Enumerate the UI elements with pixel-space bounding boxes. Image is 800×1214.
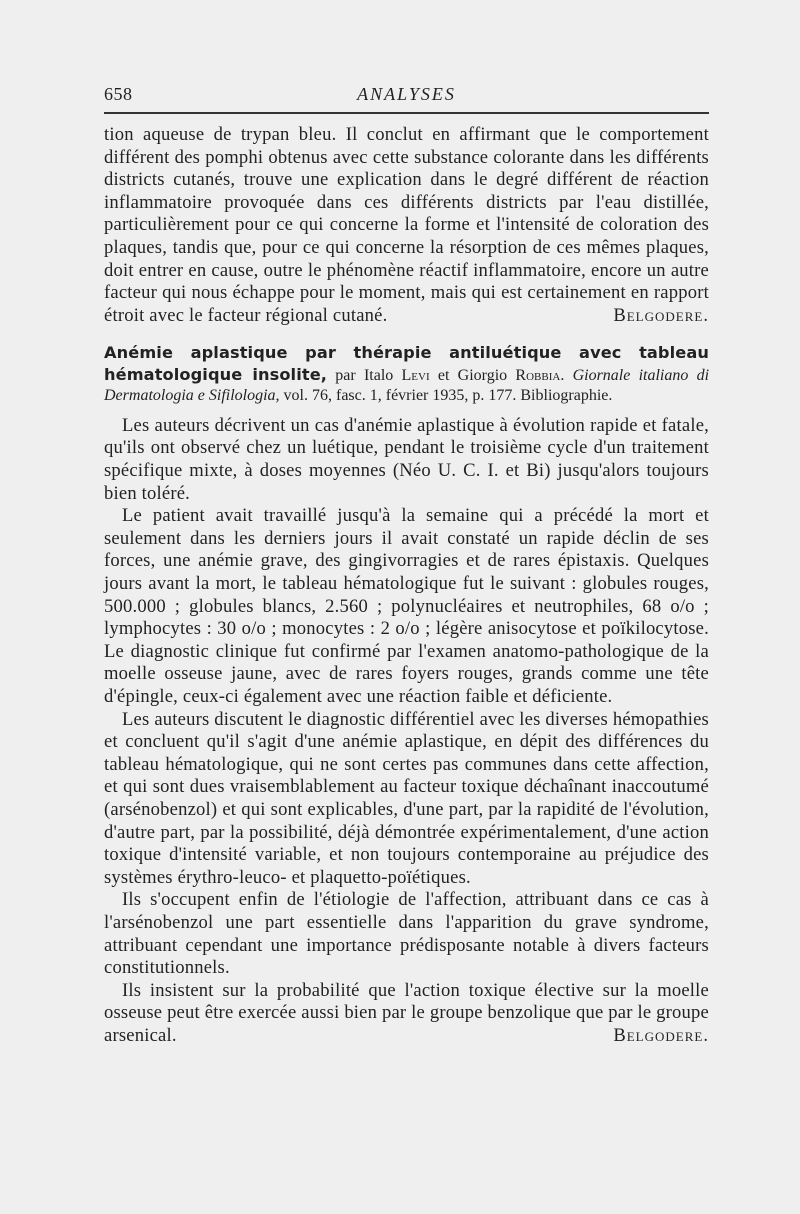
running-head xyxy=(104,84,709,112)
citation: vol. 76, fasc. 1, février 1935, p. 177. Bibliographie. xyxy=(283,387,613,405)
byline-by: par Italo xyxy=(335,366,394,384)
article-heading xyxy=(104,343,709,407)
author-name: Levi xyxy=(401,366,430,384)
running-title: ANALYSES xyxy=(357,84,456,104)
article-title: Anémie aplastique par thérapie antiluétique avec tableau hématologique insolite, xyxy=(104,343,709,384)
journal-name: Giornale italiano di Dermatologia e Sifilologia, xyxy=(104,366,710,405)
body-paragraph: Les auteurs décrivent un cas d'anémie aplastique à évolution rapide et fatale, qu'ils ont observé chez un luétique, pendant le troisième cycle d'un traitement spécifique mixte, à doses moyennes (Néo U. C. I. et Bi) jusqu'alors toujours bien toléré. xyxy=(104,414,709,504)
body-paragraph xyxy=(104,980,709,1048)
page xyxy=(104,84,709,1047)
body-paragraph: Ils s'occupent enfin de l'étiologie de l'affection, attribuant dans ce cas à l'arsénobenzol une part essentielle dans l'apparition du grave syndrome, attribuant cependant une importance prédisposante notable à divers facteurs constitutionnels. xyxy=(104,889,709,979)
paragraph-text: Ils insistent sur la probabilité que l'action toxique élective sur la moelle osseuse peut être exercée aussi bien par le groupe benzolique que par le groupe arsenical. xyxy=(104,979,709,1046)
paragraph-text: tion aqueuse de trypan bleu. Il conclut en affirmant que le comportement différent des pomphi obtenus avec cette substance colorante dans les différents districts cutanés, trouve une explication dans le degré différent de réaction inflammatoire provoquée dans ces différents districts par l'eau distillée, particulièrement pour ce qui concerne la forme et l'intensité de coloration des plaques, tandis que, pour ce qui concerne la résorption de ces mêmes plaques, doit entrer en cause, outre le phénomène réactif inflammatoire, encore un autre facteur qui nous échappe pour le moment, mais qui est certainement en rapport étroit avec le facteur régional cutané. xyxy=(104,124,709,326)
author-name: Robbia. xyxy=(515,366,565,384)
body-paragraph: Les auteurs discutent le diagnostic différentiel avec les diverses hémopathies et concluent qu'il s'agit d'une anémie aplastique, en dépit des différences du tableau hématologique, qui ne sont certes pas communes dans cette affection, et qui sont dues vraisemblablement au facteur toxique déchaînant inaccoutumé (arsénobenzol) et qui sont explicables, d'une part, par la rapidité de l'évolution, d'autre part, par la possibilité, déjà démontrée expérimentalement, d'une action toxique d'intensité variable, et non toujours contemporaine au préjudice des systèmes érythro-leuco- et plaquetto-poïétiques. xyxy=(104,708,709,888)
paragraph-continued xyxy=(104,124,709,327)
signature: Belgodere. xyxy=(613,304,709,326)
page-number: 658 xyxy=(104,84,133,104)
signature: Belgodere. xyxy=(613,1024,709,1046)
header-rule xyxy=(104,112,709,114)
byline-and: et Giorgio xyxy=(437,366,508,384)
body-paragraph: Le patient avait travaillé jusqu'à la semaine qui a précédé la mort et seulement dans les derniers jours il avait constaté un rapide déclin de ses forces, une anémie grave, des gingivorragies et de rares épistaxis. Quelques jours avant la mort, le tableau hématologique fut le suivant : globules rouges, 500.000 ; globules blancs, 2.560 ; polynucléaires et neutrophiles, 68 o/o ; lymphocytes : 30 o/o ; monocytes : 2 o/o ; légère anisocytose et poïkilocytose. Le diagnostic clinique fut confirmé par l'examen anatomo-pathologique de la moelle osseuse jaune, avec de rares foyers rouges, grands comme une tête d'épingle, ceux-ci également avec une réaction faible et déficiente. xyxy=(104,505,709,707)
